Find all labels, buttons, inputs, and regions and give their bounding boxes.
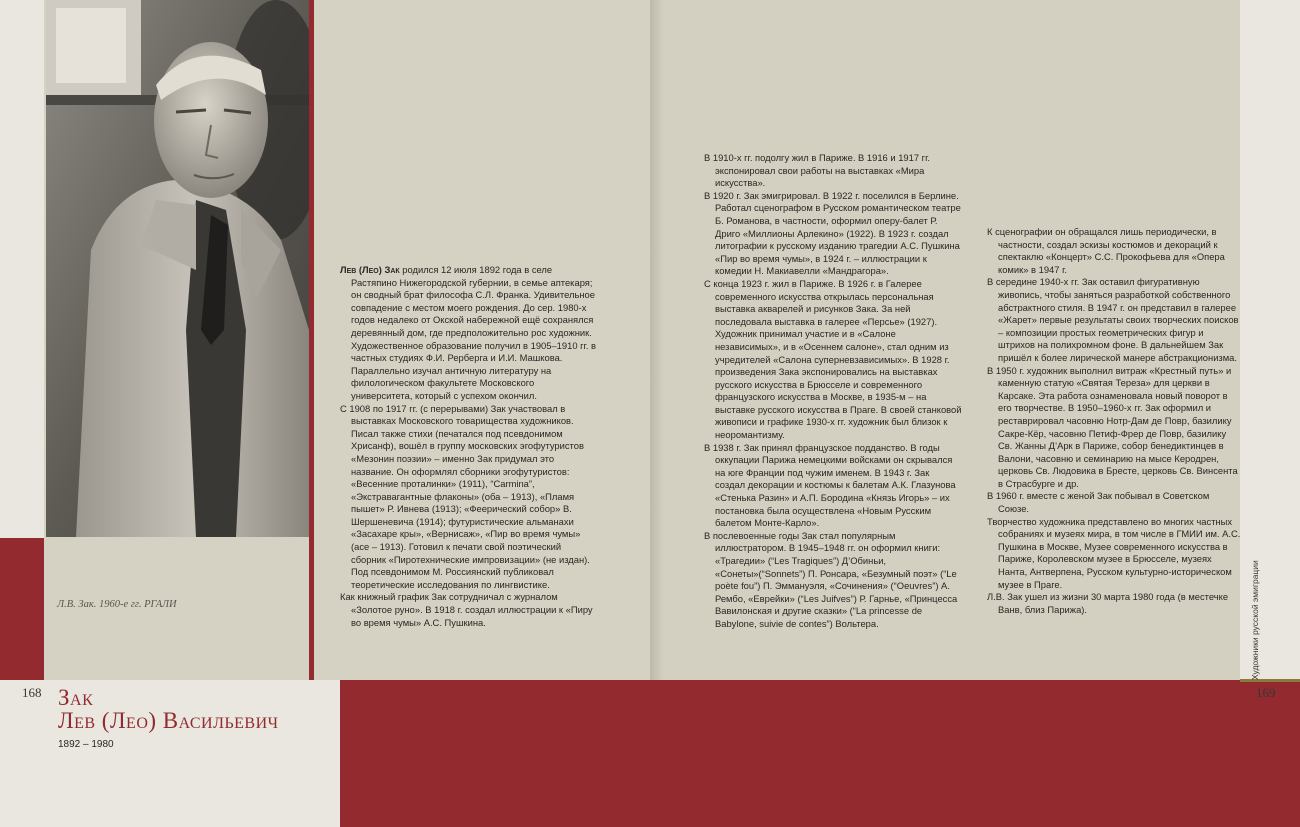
paragraph: В послевоенные годы Зак стал популярным иллюстратором. В 1945–1948 гг. он оформил книги: «Трагедии» (“Les Tragiques”) Д’Обиньи, «Сонеты»(“Sonnets”) П. Ронсара, «Безумный поэт» (“Le poète fou”) П. Эммануэля, «Сочинения» (“Oeuvres”) А. Рембо, «Еврейки» (“Les Juifves”) Р. Гарнье, «Принцесса Вавилонская и другие сказки» (“La princesse de Babylone, suivie de contes”) Вольтера. [704,529,958,629]
paragraph: В 1910-х гг. подолгу жил в Париже. В 1916 и 1917 гг. экспонировал свои работы на выставках «Мира искусства». [704,152,930,189]
paragraph: Творчество художника представлено во многих частных собраниях и музеях мира, в том числе в ГМИИ им. А.С. Пушкина в Москве, Музее современного искусства в Париже, Королевском музее в Брюсселе, музеях Нанта, Антверпена, Русском культурно-историческом музее в Праге. [987,515,1241,590]
paragraph: С 1908 по 1917 гг. (с перерывами) Зак участвовал в выставках Московского товарищества художников. Писал также стихи (печатался под псевдонимом Хрисанф), вошёл в группу московских эгофутуристов «Мезонин поэзии» – именно Зак придумал это название. Он оформлял сборники эгофутуристов: «Весенние проталинки» (1911), “Carmina”, «Экстравагантные флаконы» (оба – 1913), «Пламя пышет» Р. Ивнева (1913); «Феерический собор» В. Шершеневича (1914); футуристические альманахи «Засахаре кры», «Вернисаж», «Пир во время чумы» (асе – 1913). Готовил к печати свой поэтический сборник «Пиротехнические импровизации» (не издан). Под псевдонимом М. Россиянский публиковал теоретические исследования по лингвистике. [340,402,590,590]
artist-full-name: Лев (Лео) Васильевич [58,708,279,733]
book-gutter [650,0,664,680]
paragraph: В 1950 г. художник выполнил витраж «Крестный путь» и каменную статую «Святая Тереза» для церкви в Карсаке. Эта работа ознаменовала новый поворот в его творчестве. В 1950–1960-х гг. Зак оформил и реставрировал часовню Нотр-Дам де Повр, базилику Сакре-Кёр, часовню Петиф-Фрер де Повр, базилику Св. Жанны Д’Арк в Париже, собор бенедиктинцев в Валони, часовню и семинарию на мысе Керодрен, церковь Св. Людовика в Бресте, церковь Св. Винсента в Страсбурге и др. [987,364,1238,489]
paragraph: К сценографии он обращался лишь периодически, в частности, создал эскизы костюмов и декораций к спектаклю «Концерт» С.С. Прокофьева для «Опера комик» в 1947 г. [987,226,1225,275]
page-number-right: 169 [1256,685,1276,700]
paragraph: С конца 1923 г. жил в Париже. В 1926 г. в Галерее современного искусства открылась персональная выставка акварелей и рисунков Зака. За ней последовала выставка в галерее «Персье» (1927). Художник принимал участие и в «Салоне независимых», и в «Осеннем салоне», стал одним из учредителей «Салона суперневзависимых». В 1928 г. произведения Зака экспонировались на выставках русского искусства в Брюсселе и современного французского искусства в Москве, в 1935-м – на выставке русского искусства в Праге. В своей станковой живописи и графике 1930-х гг. художник был близок к неоромантизму. [704,277,962,441]
lead-name: Лев (Лео) Зак [340,264,400,275]
paragraph: Как книжный график Зак сотрудничал с журналом «Золотое руно». В 1918 г. создал иллюстрации к «Пиру во время чумы» А.С. Пушкина. [340,591,593,628]
red-accent-block-left [0,538,44,680]
paragraph: В 1960 г. вместе с женой Зак побывал в Советском Союзе. [987,490,1210,515]
biography-column-2 [704,152,962,631]
life-dates: 1892 – 1980 [58,739,114,750]
page-number-rule [1240,679,1300,682]
paragraph: В 1920 г. Зак эмигрировал. В 1922 г. поселился в Берлине. Работал сценографом в Русском романтическом театре Б. Романова, в частности, оформил оперу-балет Р. Дриго «Миллионы Арлекино» (1922). В 1923 г. создал литографии к русскому изданию трагедии А.С. Пушкина «Пир во время чумы», в 1924 г. – иллюстрации к комедии Н. Макиавелли «Мандрагора». [704,189,961,277]
portrait-photo [46,0,309,537]
page-number-left: 168 [22,685,42,700]
artist-surname: Зак [58,685,94,710]
paragraph: В середине 1940-х гг. Зак оставил фигуративную живопись, чтобы заняться разработкой собственного абстрактного стиля. В 1947 г. он представил в галерее «Жарет» первые результаты своих творческих поисков – композиции простых геометрических фигур и штрихов на полихромном фоне. В дальнейшем Зак пришёл к более лирической манере абстракционизма. [987,276,1239,363]
paragraph: Л.В. Зак ушел из жизни 30 марта 1980 года (в местечке Ванв, близ Парижа). [987,591,1229,615]
red-footer-band [340,680,1300,827]
biography-column-1 [340,264,597,629]
photo-caption: Л.В. Зак. 1960-е гг. РГАЛИ [57,599,177,610]
section-side-label: Художники русской эмиграции [1250,560,1260,680]
red-spine-accent [309,0,314,680]
paragraph: В 1938 г. Зак принял французское подданство. В годы оккупации Парижа немецкими войсками он скрывался на юге Франции под чужим именем. В 1943 г. Зак создал декорации и костюмы к балетам А.К. Глазунова «Стенька Разин» и А.П. Бородина «Князь Игорь» – их постановка была осуществлена «Новым Русским балетом Монте-Карло». [704,441,956,529]
paragraph: Лев (Лео) Зак родился 12 июля 1892 года в селе Растяпино Нижегородской губернии, в семье аптекаря; он сводный брат философа С.Л. Франка. Удивительное совпадение с местом моего рождения. До сер. 1980-х годов недалеко от Окской набережной ещё сохранялся деревянный дом, где предположительно рос художник. Художественное образование получил в 1905–1910 гг. в частных студиях Ф.И. Рерберга и И.И. Машкова. Параллельно изучал античную литературу на филологическом факультете Московского университета, который с успехом окончил. [340,264,597,401]
biography-column-3 [987,226,1241,616]
